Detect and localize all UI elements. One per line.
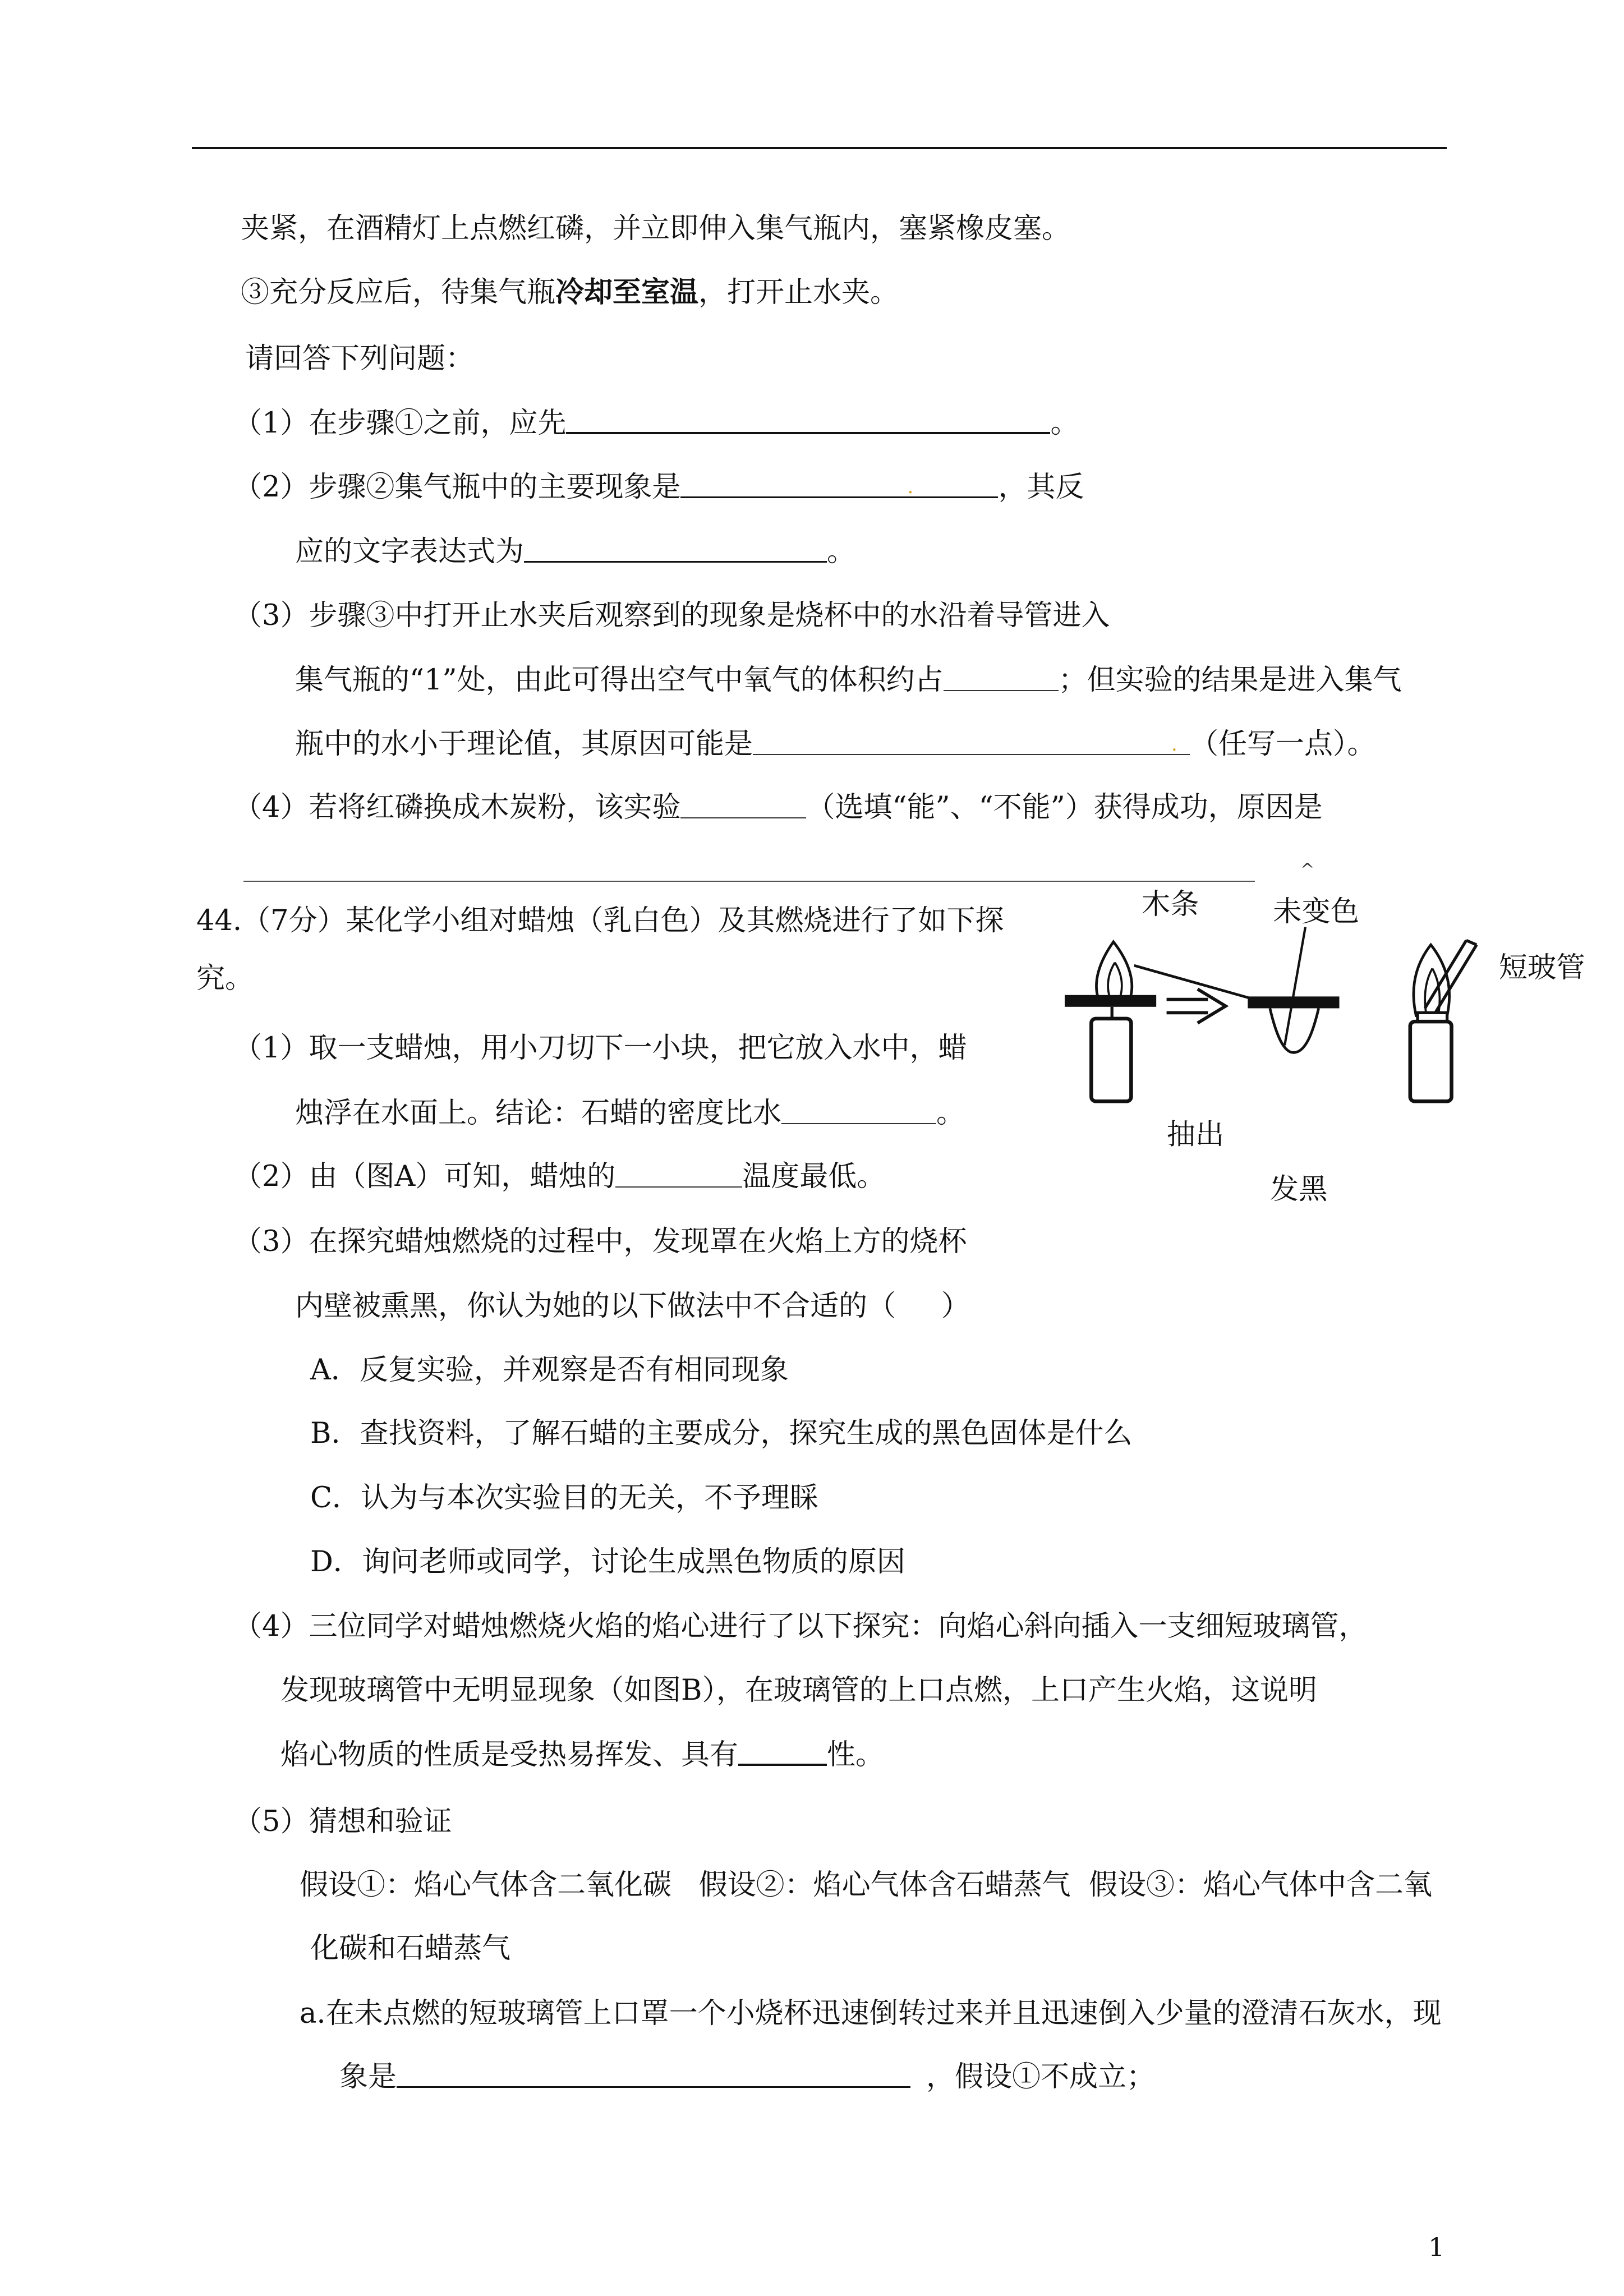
q44-sub5-hypotheses-line2: 化碳和石蜡蒸气 — [310, 1932, 511, 1965]
q43-sub3-blank-fraction — [944, 668, 1059, 691]
q44-sub5-a-blank — [397, 2064, 910, 2088]
q44-sub1-line1: （1）取一支蜡烛，用小刀切下一小块，把它放入水中，蜡 — [233, 1032, 967, 1065]
q43-sub2-blank-phenomenon — [680, 474, 998, 498]
short-glass-tube — [1425, 940, 1476, 1013]
q44-stem-line1: 44.（7分）某化学小组对蜡烛（乳白色）及其燃烧进行了如下探 — [196, 904, 1004, 937]
q43-sub3-line3-text: 瓶中的水小于理论值，其原因可能是 — [295, 728, 753, 761]
label-wood-strip: 木条 — [1141, 887, 1199, 922]
q43-sub4-text: （4）若将红磷换成木炭粉，该实验 — [233, 791, 681, 824]
unchanged-leader-line — [1285, 927, 1305, 1046]
q44-sub2-blank — [615, 1164, 742, 1188]
q44-sub4-line2: 发现玻璃管中无明显现象（如图B），在玻璃管的上口点燃，上口产生火焰，这说明 — [280, 1674, 1317, 1707]
q44-sub3-option-b: B．查找资料，了解石蜡的主要成分，探究生成的黑色固体是什么 — [310, 1417, 1133, 1450]
q44-sub4-line1: （4）三位同学对蜡烛燃烧火焰的焰心进行了以下探究：向焰心斜向插入一支细短玻璃管， — [233, 1610, 1368, 1643]
q43-step3-text-end: ，打开止水夹。 — [698, 276, 899, 309]
q43-sub2-text-end: ，其反 — [998, 471, 1084, 504]
candle-b — [1410, 940, 1476, 1101]
q43-sub2-line2-end: 。 — [827, 535, 856, 568]
q43-sub2-blank-expression — [524, 539, 827, 563]
candle-a-flame — [1096, 942, 1131, 1000]
q44-sub3-line2: 内壁被熏黑，你认为她的以下做法中不合适的（ ） — [295, 1290, 970, 1323]
q43-sub4-blank — [680, 795, 806, 818]
q43-sub2-line2-text: 应的文字表达式为 — [295, 535, 525, 568]
candle-experiment-figure — [1056, 886, 1595, 1211]
page-number: 1 — [1428, 2232, 1445, 2262]
q43-sub1-end: 。 — [1050, 407, 1079, 440]
q43-sub1 — [233, 407, 1079, 440]
candle-b-body — [1410, 1022, 1452, 1101]
q44-sub5-a-end: ，假设①不成立； — [926, 2060, 1156, 2093]
q43-step2-continued: 夹紧，在酒精灯上点燃红磷，并立即伸入集气瓶内，塞紧橡皮塞。 — [241, 212, 1071, 245]
q43-sub2-line1 — [233, 471, 1084, 504]
q43-sub3-stray-mark: . — [1171, 733, 1177, 756]
q43-sub4-answer-line — [243, 881, 1255, 882]
q44-sub5-a-line1: a.在未点燃的短玻璃管上口罩一个小烧杯迅速倒转过来并且迅速倒入少量的澄清石灰水，现 — [300, 1997, 1442, 2030]
label-unchanged-color: 未变色 — [1273, 895, 1360, 929]
q44-sub5-a-text: 象是 — [339, 2060, 397, 2093]
wood-strip-flame-outline — [1270, 1008, 1319, 1052]
q43-step3-text: ③充分反应后，待集气瓶 — [241, 276, 556, 309]
q43-sub3-line1: （3）步骤③中打开止水夹后观察到的现象是烧杯中的水沿着导管进入 — [233, 599, 1110, 632]
q44-sub1-line2 — [295, 1097, 965, 1130]
q44-sub3-line1: （3）在探究蜡烛燃烧的过程中，发现罩在火焰上方的烧杯 — [233, 1225, 967, 1258]
q43-sub3-blank-reason — [753, 731, 1190, 755]
q44-sub5-title: （5）猜想和验证 — [233, 1805, 452, 1838]
q43-sub4-caret-mark: ^ — [1300, 860, 1315, 880]
q44-sub3-option-a: A．反复实验，并观察是否有相同现象 — [310, 1354, 789, 1387]
q44-sub5-hypotheses-line1: 假设①：焰心气体含二氧化碳 假设②：焰心气体含石蜡蒸气 假设③：焰心气体中含二氧 — [300, 1869, 1433, 1902]
pulled-out-wood-strip — [1248, 996, 1339, 1052]
q43-sub4-end: （选填“能”、“不能”）获得成功，原因是 — [806, 791, 1323, 824]
q43-step3-emphasis: 冷却至室温 — [555, 275, 699, 309]
q44-sub2-text: （2）由（图A）可知，蜡烛的 — [233, 1160, 616, 1193]
candle-a — [1065, 942, 1156, 1101]
label-short-glass-tube: 短玻管 — [1498, 951, 1585, 985]
q43-sub3-line2-text: 集气瓶的“1”处，由此可得出空气中氧气的体积约占 — [295, 664, 944, 697]
q43-sub4 — [233, 791, 1323, 825]
wood-strip-leader-line — [1134, 965, 1249, 998]
q44-stem-line2: 究。 — [196, 962, 254, 995]
q43-step3 — [241, 275, 899, 310]
q43-sub3-line3 — [295, 728, 1376, 761]
q43-sub1-text: （1）在步骤①之前，应先 — [233, 407, 567, 440]
q43-sub1-blank — [566, 409, 1050, 434]
q43-sub2-stray-mark: . — [907, 476, 914, 498]
q44-sub2-end: 温度最低。 — [742, 1160, 886, 1193]
q44-sub2 — [233, 1160, 885, 1194]
q44-sub1-text: 烛浮在水面上。结论：石蜡的密度比水 — [295, 1097, 782, 1130]
label-pull-out: 抽出 — [1166, 1117, 1225, 1152]
header-rule — [192, 147, 1447, 149]
q43-sub2-text: （2）步骤②集气瓶中的主要现象是 — [233, 471, 681, 504]
q44-sub1-blank — [781, 1101, 936, 1124]
wood-strip-across-flame — [1065, 995, 1156, 1007]
q44-sub4-text: 焰心物质的性质是受热易挥发、具有 — [280, 1738, 739, 1772]
q44-sub4-end: 性。 — [827, 1738, 885, 1772]
label-blackened: 发黑 — [1269, 1172, 1328, 1206]
pull-out-arrow-icon — [1167, 989, 1226, 1023]
q43-answer-prompt: 请回答下列问题： — [245, 342, 475, 375]
q44-sub4-blank — [738, 1741, 827, 1766]
q44-sub5-a-line2 — [339, 2060, 1155, 2094]
q44-sub3-option-d: D．询问老师或同学，讨论生成黑色物质的原因 — [310, 1545, 905, 1579]
q43-sub3-line2 — [295, 664, 1402, 697]
q44-sub4-line3 — [280, 1738, 884, 1772]
q43-sub3-line3-end: （任写一点）。 — [1190, 728, 1376, 761]
candle-a-inner-flame — [1108, 963, 1122, 1000]
candle-b-flame — [1414, 945, 1450, 1015]
q43-sub2-line2 — [295, 535, 855, 569]
q43-sub3-line2-end: ；但实验的结果是进入集气 — [1058, 664, 1402, 697]
q44-sub3-option-c: C．认为与本次实验目的无关，不予理睬 — [310, 1481, 819, 1515]
candle-a-body — [1091, 1019, 1131, 1101]
q44-sub1-end: 。 — [936, 1097, 965, 1130]
